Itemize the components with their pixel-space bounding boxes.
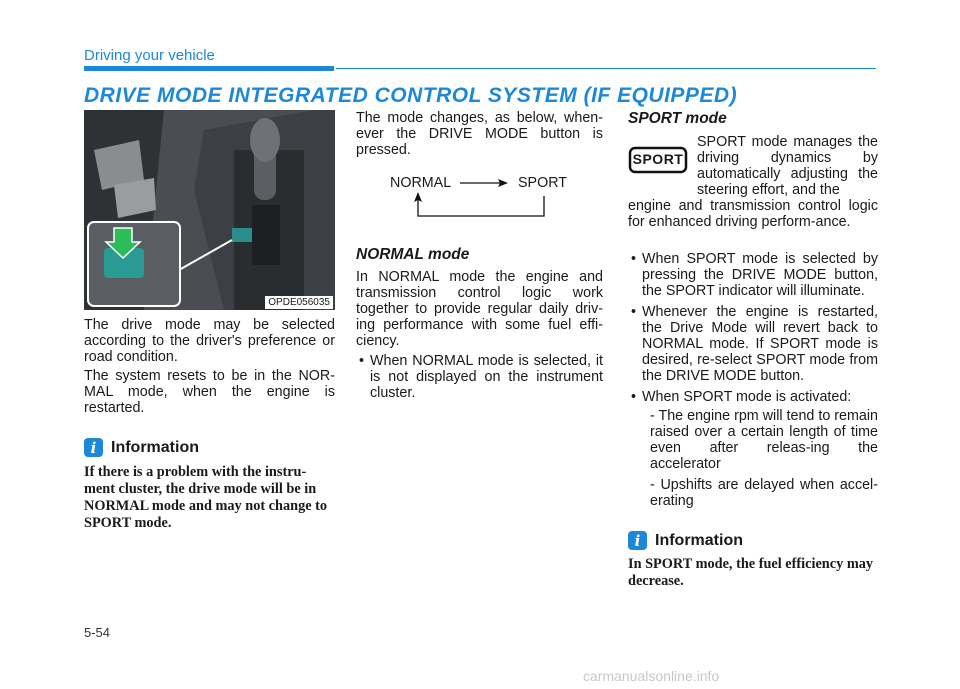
info-icon: i (84, 438, 103, 457)
sport-mode-heading: SPORT mode (628, 110, 727, 127)
page-title: DRIVE MODE INTEGRATED CONTROL SYSTEM (IF EQUIPPED) (84, 84, 738, 107)
mode-diagram (356, 170, 603, 222)
sport-bullet-1: • When SPORT mode is selected by pressing the DRIVE MODE button, the SPORT indicator will illuminate. (631, 251, 878, 299)
section-label: Driving your vehicle (84, 47, 215, 64)
diagram-normal-label: NORMAL (390, 175, 452, 191)
gear-shifter-photo (84, 110, 335, 310)
sport-intro-b: engine and transmission control logic for enhanced driving perform-ance. (628, 198, 878, 230)
sport-intro-a: SPORT mode manages the driving dynamics by automatically adjusting the steering effort, and the (697, 134, 878, 198)
watermark: carmanualsonline.info (583, 668, 720, 684)
sport-badge-text: SPORT (632, 151, 684, 167)
sport-subitem-1: - The engine rpm will tend to remain raised over a certain length of time even after releas-ing the accelerator (650, 408, 878, 472)
sport-subitem-2: - Upshifts are delayed when accel-erating (650, 477, 878, 509)
normal-mode-paragraph: In NORMAL mode the engine and transmission control logic work together to provide regular daily driv-ing performance with some fuel effi-ciency. (356, 269, 603, 349)
info-icon: i (628, 531, 647, 550)
header-rule-thick (84, 66, 334, 71)
normal-mode-bullet: • When NORMAL mode is selected, it is not displayed on the instrument cluster. (359, 353, 603, 401)
normal-mode-heading: NORMAL mode (356, 246, 470, 263)
page-number: 5-54 (84, 625, 111, 640)
mode-change-paragraph: The mode changes, as below, when-ever the DRIVE MODE button is pressed. (356, 110, 603, 158)
info-text-left: If there is a problem with the instru-ment cluster, the drive mode will be in NORMAL mode and may not change to SPORT mode. (84, 464, 328, 531)
diagram-sport-label: SPORT (518, 175, 567, 191)
info-text-right: In SPORT mode, the fuel efficiency may decrease. (628, 556, 874, 589)
info-heading-right (628, 531, 743, 550)
info-heading-left (84, 438, 199, 457)
header-rule-thin (336, 68, 876, 69)
reset-paragraph: The system resets to be in the NOR-MAL mode, when the engine is restarted. (84, 368, 335, 416)
info-title: Information (655, 531, 743, 549)
intro-paragraph: The drive mode may be selected according to the driver's preference or road condition. (84, 317, 335, 365)
info-title: Information (111, 438, 199, 456)
sport-indicator-icon (628, 142, 688, 178)
image-code: OPDE056035 (265, 296, 333, 309)
sport-bullet-3: • When SPORT mode is activated: (631, 389, 852, 405)
sport-bullet-2: • Whenever the engine is restarted, the Drive Mode will revert back to NORMAL mode. If SPORT mode is desired, re-select SPORT mode from the DRIVE MODE button. (631, 304, 878, 384)
